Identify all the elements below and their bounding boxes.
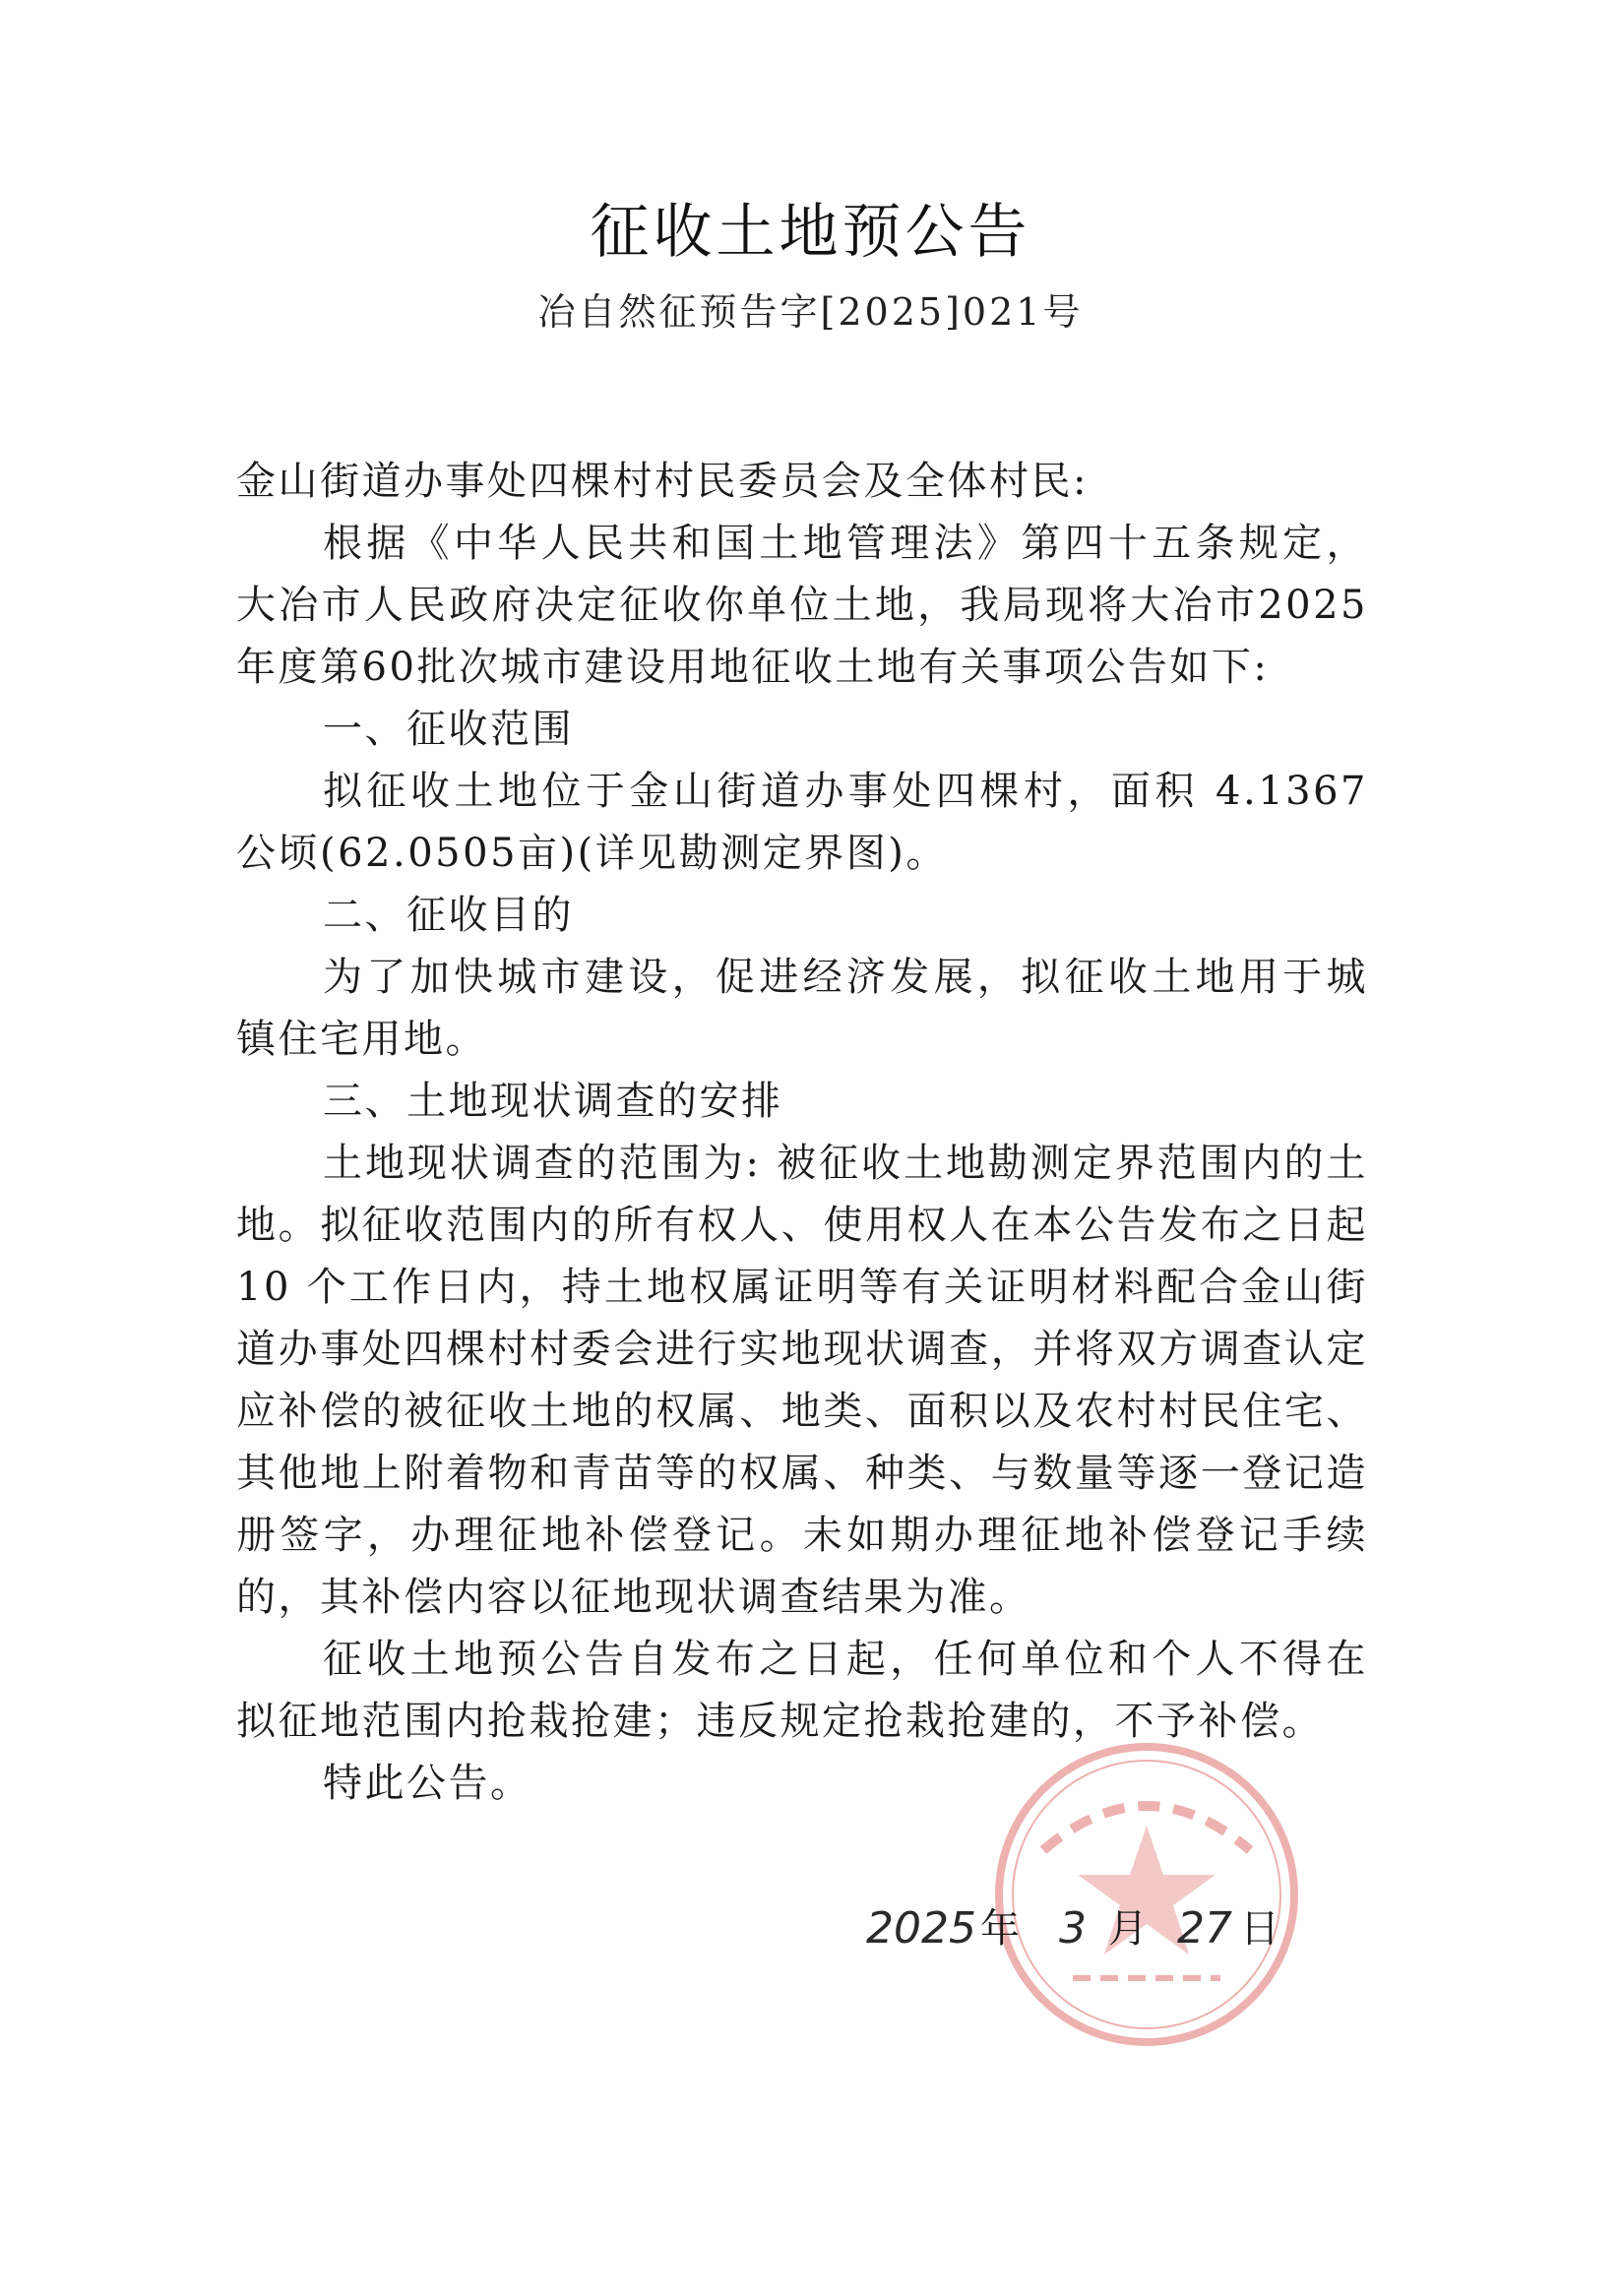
prohibition-paragraph: 征收土地预公告自发布之日起，任何单位和个人不得在拟征地范围内抢栽抢建；违反规定抢栽抢建的，不予补偿。 — [236, 1637, 1368, 1744]
date-year-unit: 年 — [980, 1906, 1020, 1952]
section-text-purpose: 为了加快城市建设，促进经济发展，拟征收土地用于城镇住宅用地。 — [236, 955, 1368, 1062]
date-month: 3 — [1059, 1903, 1087, 1954]
document-body — [236, 451, 1368, 1815]
section-text-scope: 拟征收土地位于金山街道办事处四棵村，面积 4.1367公顷(62.0505亩)(详见勘测定界图)。 — [236, 769, 1368, 876]
section-heading-purpose: 二、征收目的 — [323, 893, 574, 938]
date-month-unit: 月 — [1108, 1906, 1148, 1952]
date-day: 27 — [1177, 1903, 1232, 1954]
document-number: 冶自然征预告字[2025]021号 — [537, 290, 1084, 334]
addressee: 金山街道办事处四棵村村民委员会及全体村民: — [236, 459, 1089, 504]
section-text-survey: 土地现状调查的范围为: 被征收土地勘测定界范围内的土地。拟征收范围内的所有权人、使用权人在本公告发布之日起 10 个工作日内，持土地权属证明等有关证明材料配合金山街道办事处四棵村村委会进行实地现状调查，并将双方调查认定应补偿的被征收土地的权属、地类、面积以及农村村民住宅、其他地上附着物和青苗等的权属、种类、与数量等逐一登记造册签字，办理征地补偿登记。未如期办理征地补偿登记手续的，其补偿内容以征地现状调查结果为准。 — [236, 1141, 1368, 1620]
document-title: 征收土地预公告 — [590, 198, 1031, 267]
signature-date — [866, 1890, 1299, 1968]
date-day-unit: 日 — [1240, 1906, 1279, 1952]
intro-paragraph: 根据《中华人民共和国土地管理法》第四十五条规定，大冶市人民政府决定征收你单位土地，我局现将大冶市2025年度第60批次城市建设用地征收土地有关事项公告如下: — [236, 521, 1368, 690]
closing-line: 特此公告。 — [323, 1761, 532, 1806]
date-year: 2025 — [866, 1903, 976, 1954]
section-heading-survey: 三、土地现状调查的安排 — [323, 1079, 783, 1124]
section-heading-scope: 一、征收范围 — [323, 707, 574, 752]
